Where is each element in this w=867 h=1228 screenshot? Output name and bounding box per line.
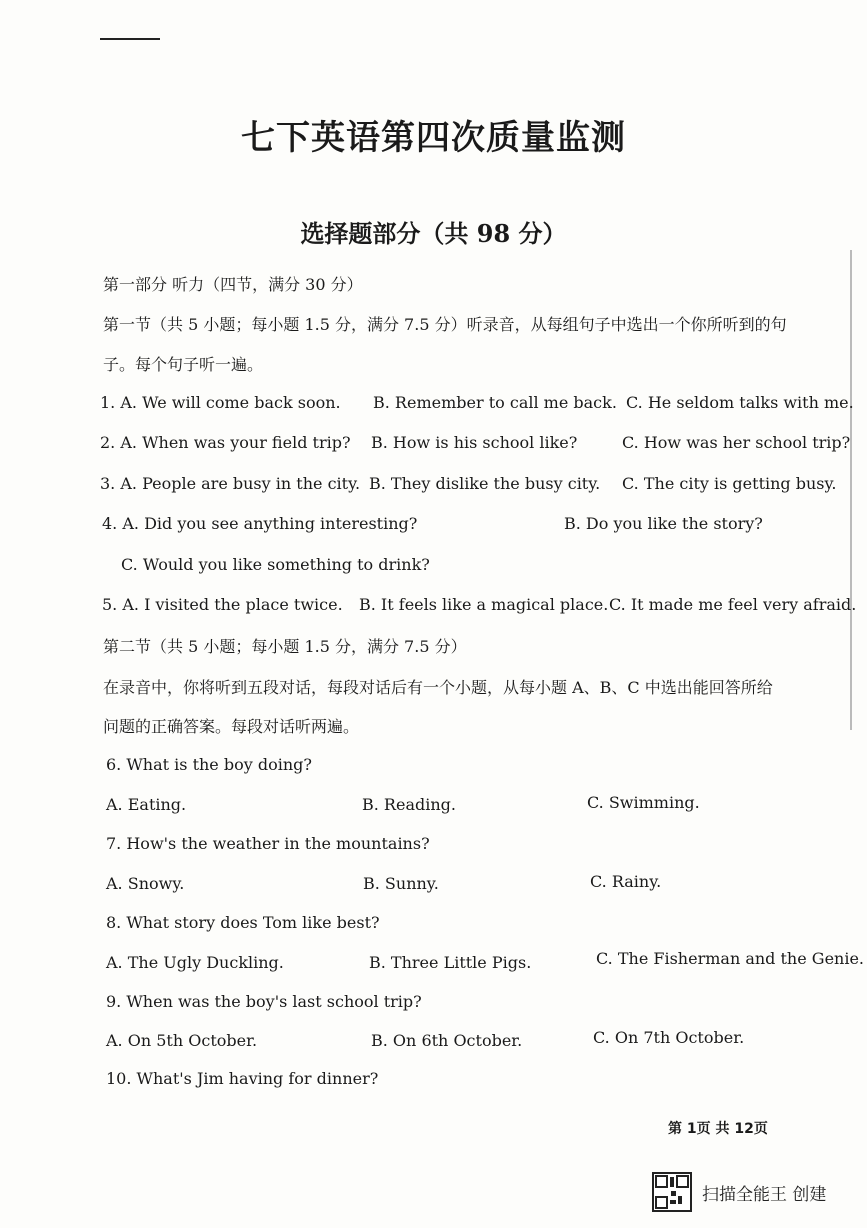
q3-option-b: B. They dislike the busy city. — [369, 474, 601, 493]
section2-desc: 在录音中，你将听到五段对话，每段对话后有一个小题，从每小题 A、B、C 中选出能回答所给 — [103, 678, 773, 697]
q9-option-c: C. On 7th October. — [593, 1028, 745, 1047]
q3-option-c: C. The city is getting busy. — [622, 474, 837, 493]
q1-option-a: 1. A. We will come back soon. — [100, 393, 341, 412]
q1-option-b: B. Remember to call me back. — [373, 393, 617, 412]
q9-option-b: B. On 6th October. — [371, 1031, 523, 1050]
section1-header-cont: 子。每个句子听一遍。 — [103, 355, 264, 374]
scanner-watermark — [652, 1172, 826, 1212]
q5-option-b: B. It feels like a magical place. — [359, 595, 609, 614]
qr-code-icon — [652, 1172, 692, 1212]
q4-option-b: B. Do you like the story? — [564, 514, 763, 533]
q9-option-a: A. On 5th October. — [106, 1031, 258, 1050]
q2-option-b: B. How is his school like? — [371, 433, 578, 452]
q9-stem: 9. When was the boy's last school trip? — [106, 992, 422, 1011]
q10-stem: 10. What's Jim having for dinner? — [106, 1069, 379, 1088]
q8-stem: 8. What story does Tom like best? — [106, 913, 380, 932]
q3-option-a: 3. A. People are busy in the city. — [100, 474, 361, 493]
q7-option-b: B. Sunny. — [363, 874, 439, 893]
q8-option-b: B. Three Little Pigs. — [369, 953, 532, 972]
q4-option-c: C. Would you like something to drink? — [121, 555, 430, 574]
section-subtitle: 选择题部分（共 98 分） — [300, 219, 567, 248]
q4-option-a: 4. A. Did you see anything interesting? — [102, 514, 418, 533]
q1-option-c: C. He seldom talks with me. — [626, 393, 854, 412]
q6-option-c: C. Swimming. — [587, 793, 700, 812]
q7-option-a: A. Snowy. — [106, 874, 185, 893]
section1-header: 第一节（共 5 小题；每小题 1.5 分，满分 7.5 分）听录音，从每组句子中选出一个你所听到的句 — [103, 315, 787, 334]
q8-option-c: C. The Fisherman and the Genie. — [596, 949, 865, 968]
q2-option-c: C. How was her school trip? — [622, 433, 851, 452]
q6-option-a: A. Eating. — [106, 795, 187, 814]
part1-header: 第一部分 听力（四节，满分 30 分） — [103, 275, 363, 294]
corner-mark — [100, 38, 160, 40]
section2-header: 第二节（共 5 小题；每小题 1.5 分，满分 7.5 分） — [103, 637, 467, 656]
section2-desc-cont: 问题的正确答案。每段对话听两遍。 — [103, 717, 360, 736]
page-number: 第 1页 共 12页 — [668, 1121, 768, 1137]
q5-option-a: 5. A. I visited the place twice. — [102, 595, 343, 614]
q7-stem: 7. How's the weather in the mountains? — [106, 834, 430, 853]
q7-option-c: C. Rainy. — [590, 872, 662, 891]
q5-option-c: C. It made me feel very afraid. — [609, 595, 857, 614]
q6-stem: 6. What is the boy doing? — [106, 755, 312, 774]
page-title: 七下英语第四次质量监测 — [241, 118, 626, 158]
q6-option-b: B. Reading. — [362, 795, 456, 814]
scanner-label: 扫描全能王 创建 — [702, 1184, 827, 1205]
q8-option-a: A. The Ugly Duckling. — [106, 953, 284, 972]
q2-option-a: 2. A. When was your field trip? — [100, 433, 351, 452]
scan-edge-line — [850, 250, 852, 730]
